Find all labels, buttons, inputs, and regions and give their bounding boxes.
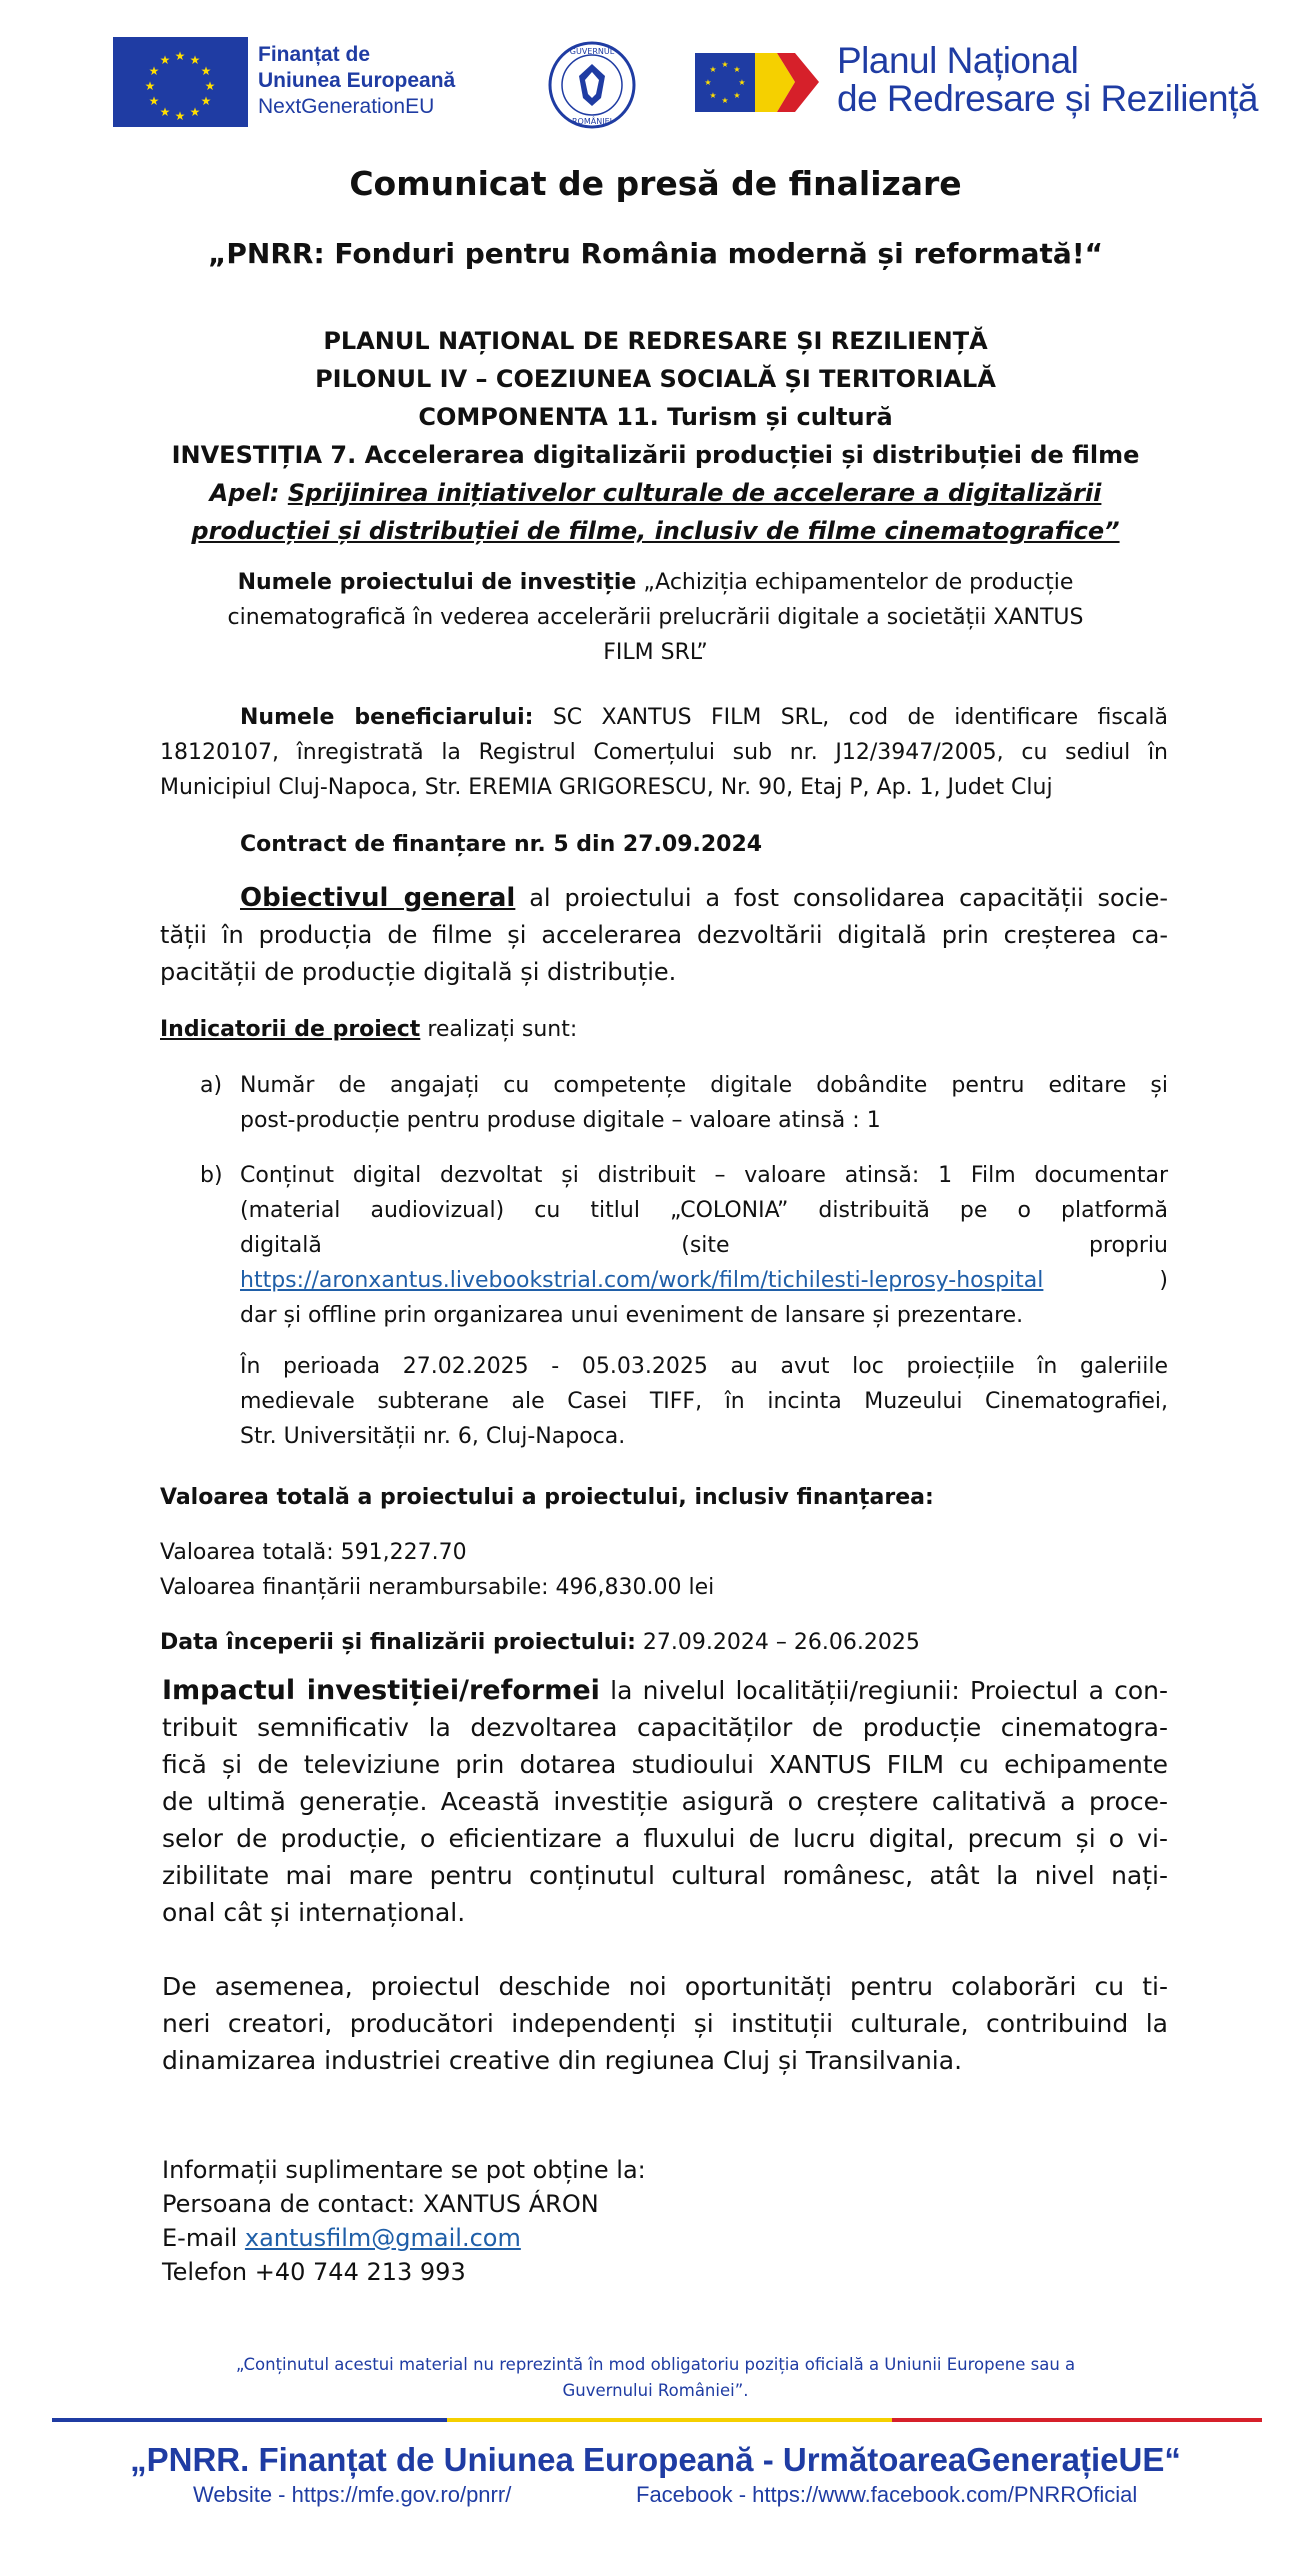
call-label: Apel: [209, 479, 280, 507]
footer-facebook-link[interactable]: Facebook - https://www.facebook.com/PNRROficial [636, 2482, 1138, 2507]
document-slogan: „PNRR: Fonduri pentru România modernă și reformată!“ [208, 237, 1103, 270]
program-line-4: INVESTIȚIA 7. Accelerarea digitalizării producției și distribuției de filme [171, 441, 1140, 469]
indicators-label: Indicatorii de proiect [160, 1017, 421, 1042]
contact-phone: Telefon +40 744 213 993 [162, 2258, 466, 2286]
svg-text:★: ★ [704, 78, 712, 87]
program-line-3: COMPONENTA 11. Turism și cultură [418, 403, 893, 431]
indicator-a: a) Număr de angajați cu competențe digitale dobândite pentru editare și post-producție pentru produse digitale – valoare atinsă : 1 [200, 1068, 1168, 1138]
contact-intro: Informații suplimentare se pot obține la: [162, 2156, 646, 2184]
project-name-label: Numele proiectului de investiție [237, 570, 637, 595]
svg-text:★: ★ [144, 79, 156, 93]
disclaimer: „Conținutul acestui material nu reprezintă în mod obligatoriu poziția oficială a Uniunii Europene sau a Guvernului României”. [235, 2355, 1076, 2400]
eu-flag-icon [113, 37, 248, 127]
indicators-heading: Indicatorii de proiect realizați sunt: [160, 1017, 578, 1042]
project-dates-label: Data începerii și finalizării proiectului: [160, 1630, 636, 1655]
contact-person: Persoana de contact: XANTUS ÁRON [162, 2190, 599, 2218]
contract-info: Contract de finanțare nr. 5 din 27.09.2024 [240, 832, 763, 857]
call-title-part-1: Sprijinirea inițiativelor culturale de accelerare a digitalizării [287, 479, 1102, 507]
contact-email-link[interactable]: xantusfilm@gmail.com [244, 2224, 521, 2252]
project-dates-value: 27.09.2024 – 26.06.2025 [642, 1630, 920, 1655]
call-line-1 [0, 474, 1311, 512]
program-line-2: PILONUL IV – COEZIUNEA SOCIALĂ ȘI TERITORIALĂ [315, 365, 996, 393]
contact-info: Informații suplimentare se pot obține la: Persoana de contact: XANTUS ÁRON E-mail xantusfilm@gmail.com Telefon +40 744 213 993 [162, 2153, 646, 2289]
objective: Obiectivul general al proiectului a fost consolidarea capacității socie- tății în producția de filme și accelerarea dezvoltării digitală prin creșterea ca- pacității de producție digitală și distribuție. [160, 883, 1168, 986]
header-logos [0, 0, 1311, 160]
svg-text:GUVERNUL: GUVERNUL [569, 47, 615, 56]
pnrr-flag-icon [695, 45, 825, 120]
svg-text:★: ★ [189, 53, 201, 67]
footer-bar-blue [52, 2418, 447, 2422]
value-total: Valoarea totală: 591,227.70 [160, 1540, 467, 1565]
value-heading: Valoarea totală a proiectului a proiectului, inclusiv finanțarea: [160, 1485, 934, 1510]
svg-text:★: ★ [200, 94, 212, 108]
eu-funding-text: Finanțat de Uniunea Europeană NextGenerationEU [258, 43, 456, 118]
pnrr-title: Planul Național de Redresare și Reziliență [837, 40, 1258, 119]
svg-text:★: ★ [721, 96, 729, 105]
beneficiary-label: Numele beneficiarului: [240, 705, 534, 730]
svg-text:ROMÂNIEI: ROMÂNIEI [572, 117, 612, 126]
indicator-b: b) Conținut digital dezvoltat și distribuit – valoare atinsă: 1 Film documentar (material audiovizual) cu titlul „COLONIA” distribuită pe o platformă digitală (site propriu https://aronxantus.livebookstrial.com/work/film/tichilesti-leprosy-hospital ) dar și offline prin organizarea unui eveniment de lansare și prezentare. În perioada 27.02.2025 - 05.03.2025 au avut loc proiecțiile în galeriile medievale subterane ale Casei TIFF, în incinta Muzeului Cinematografiei, Str. Universității nr. 6, Cluj-Napoca. [200, 1158, 1168, 1454]
svg-text:★: ★ [733, 65, 741, 74]
footer-bar-yellow [447, 2418, 892, 2422]
project-dates [160, 1625, 920, 1660]
call-title-part-2: producției și distribuției de filme, inclusiv de filme cinematografice” [191, 517, 1120, 545]
government-seal-icon [547, 40, 637, 130]
indicator-b-marker: b) [200, 1163, 223, 1188]
impact: Impactul investiției/reformei la nivelul localității/regiunii: Proiectul a con- tribuit semnificativ la dezvoltarea capacităților de producție cinematogra- fică și de televiziune prin dotarea studioului XANTUS FILM cu echipamente de ultimă generație. Această investiție asigură o creștere calitativă a proce- selor de producție, o eficientizare a fluxului de lucru digital, precum și o vi- zibilitate mai mare pentru conținutul cultural românesc, atât la nivel nați- onal cât și internațional. De asemenea, proiectul deschide noi oportunități pentru colaborări cu ti- neri creatori, producători independenți și instituții culturale, contribuind la dinamizarea industriei creative din regiunea Cluj și Transilvania. [162, 1675, 1168, 2075]
project-name: Numele proiectului de investiție „Achiziția echipamentelor de producție cinematografică în vederea accelerării prelucrării digitale a societății XANTUS FILM SRL” [227, 570, 1084, 665]
svg-text:★: ★ [148, 64, 160, 78]
svg-text:★: ★ [200, 64, 212, 78]
value-grant: Valoarea finanțării nerambursabile: 496,830.00 lei [160, 1575, 715, 1600]
svg-text:★: ★ [174, 49, 186, 63]
svg-text:★: ★ [738, 78, 746, 87]
program-block [0, 322, 1311, 550]
indicator-a-marker: a) [200, 1073, 223, 1098]
document-title: Comunicat de presă de finalizare [349, 164, 962, 203]
impact-label: Impactul investiției/reformei [162, 1675, 600, 1706]
svg-text:★: ★ [709, 65, 717, 74]
svg-text:★: ★ [709, 91, 717, 100]
svg-text:★: ★ [721, 60, 729, 69]
film-link[interactable]: https://aronxantus.livebookstrial.com/work/film/tichilesti-leprosy-hospital [240, 1268, 1044, 1293]
beneficiary: Numele beneficiarului: SC XANTUS FILM SRL, cod de identificare fiscală 18120107, înregistrată la Registrul Comerțului sub nr. J12/3947/2005, cu sediul în Municipiul Cluj-Napoca, Str. EREMIA GRIGORESCU, Nr. 90, Etaj P, Ap. 1, Judet Cluj [160, 705, 1168, 800]
svg-text:★: ★ [159, 105, 171, 119]
svg-text:★: ★ [204, 79, 216, 93]
svg-text:★: ★ [159, 53, 171, 67]
footer-slogan: „PNRR. Finanțat de Uniunea Europeană - UrmătoareaGenerațieUE“ [130, 2441, 1181, 2478]
svg-text:★: ★ [189, 105, 201, 119]
footer-bar-red [892, 2418, 1262, 2422]
program-line-1: PLANUL NAȚIONAL DE REDRESARE ȘI REZILIENȚĂ [323, 327, 988, 355]
svg-text:★: ★ [148, 94, 160, 108]
objective-label: Obiectivul general [240, 883, 516, 913]
call-line-2 [0, 512, 1311, 550]
svg-text:★: ★ [733, 91, 741, 100]
svg-text:★: ★ [174, 109, 186, 123]
footer-website-link[interactable]: Website - https://mfe.gov.ro/pnrr/ [193, 2482, 512, 2507]
